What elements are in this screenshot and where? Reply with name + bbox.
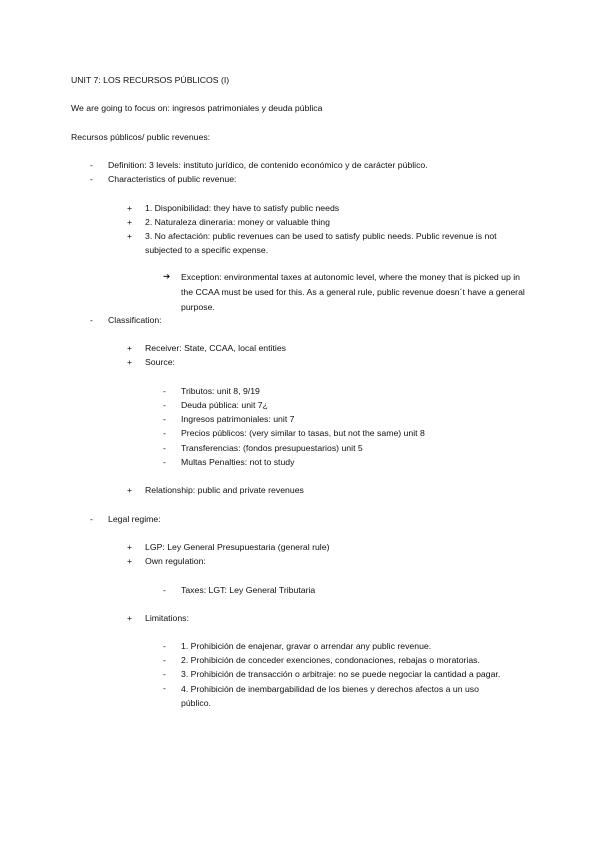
dash-bullet: - bbox=[90, 160, 93, 170]
dash-bullet: - bbox=[163, 585, 166, 595]
source-item: Ingresos patrimoniales: unit 7 bbox=[181, 414, 295, 424]
limitation-item: 1. Prohibición de enajenar, gravar o arrendar any public revenue. bbox=[181, 641, 432, 651]
dash-bullet: - bbox=[90, 514, 93, 524]
characteristic-item: 1. Disponibilidad: they have to satisfy public needs bbox=[145, 203, 340, 213]
limitation-item: 2. Prohibición de conceder exenciones, condonaciones, rebajas o moratorias. bbox=[181, 655, 480, 665]
definition-line: Definition: 3 levels: instituto jurídico, de contenido económico y de carácter público. bbox=[108, 160, 428, 170]
taxes-line: Taxes: LGT: Ley General Tributaria bbox=[181, 585, 316, 595]
dash-bullet: - bbox=[163, 414, 166, 424]
dash-bullet: - bbox=[90, 315, 93, 325]
intro-line: We are going to focus on: ingresos patrimoniales y deuda pública bbox=[71, 103, 323, 113]
plus-bullet: + bbox=[127, 556, 133, 566]
own-regulation-label: Own regulation: bbox=[145, 556, 206, 566]
dash-bullet: - bbox=[163, 428, 166, 438]
dash-bullet: - bbox=[163, 457, 166, 467]
limitation-item: 4. Prohibición de inembargabilidad de los bienes y derechos afectos a un uso público. bbox=[181, 684, 479, 708]
source-item: Multas Penalties: not to study bbox=[181, 457, 295, 467]
plus-bullet: + bbox=[127, 357, 133, 367]
source-item: Tributos: unit 8, 9/19 bbox=[181, 386, 260, 396]
receiver-line: Receiver: State, CCAA, local entities bbox=[145, 343, 286, 353]
plus-bullet: + bbox=[127, 542, 133, 552]
dash-bullet: - bbox=[90, 174, 93, 184]
dash-bullet: - bbox=[163, 400, 166, 410]
arrow-bullet: ➔ bbox=[163, 271, 171, 281]
plus-bullet: + bbox=[127, 203, 133, 213]
lgp-line: LGP: Ley General Presupuestaria (general rule) bbox=[145, 542, 330, 552]
plus-bullet: + bbox=[127, 613, 133, 623]
source-label: Source: bbox=[145, 357, 175, 367]
plus-bullet: + bbox=[127, 343, 133, 353]
limitation-item: 3. Prohibición de transacción o arbitraje: no se puede negociar la cantidad a pagar. bbox=[181, 669, 501, 679]
characteristic-item: 2. Naturaleza dineraria: money or valuable thing bbox=[145, 217, 330, 227]
plus-bullet: + bbox=[127, 231, 133, 241]
dash-bullet: - bbox=[163, 683, 166, 693]
characteristics-label: Characteristics of public revenue: bbox=[108, 174, 237, 184]
dash-bullet: - bbox=[163, 641, 166, 651]
relationship-line: Relationship: public and private revenues bbox=[145, 485, 304, 495]
characteristic-item: 3. No afectación: public revenues can be used to satisfy public needs. Public revenue is not subjected to a specific expense. bbox=[145, 231, 497, 255]
dash-bullet: - bbox=[163, 669, 166, 679]
dash-bullet: - bbox=[163, 443, 166, 453]
dash-bullet: - bbox=[163, 655, 166, 665]
plus-bullet: + bbox=[127, 485, 133, 495]
source-item: Precios públicos: (very similar to tasas, but not the same) unit 8 bbox=[181, 428, 425, 438]
document-title: UNIT 7: LOS RECURSOS PÚBLICOS (I) bbox=[71, 75, 230, 85]
plus-bullet: + bbox=[127, 217, 133, 227]
legal-regime-label: Legal regime: bbox=[108, 514, 161, 524]
exception-note: Exception: environmental taxes at autonomic level, where the money that is picked up in the CCAA must be used for this. As a general rule, public revenue doesn´t have a general purpose. bbox=[181, 272, 525, 312]
dash-bullet: - bbox=[163, 386, 166, 396]
limitations-label: Limitations: bbox=[145, 613, 189, 623]
section-heading: Recursos públicos/ public revenues: bbox=[71, 132, 211, 142]
source-item: Transferencias: (fondos presupuestarios) unit 5 bbox=[181, 443, 363, 453]
source-item: Deuda pública: unit 7¿ bbox=[181, 400, 268, 410]
classification-label: Classification: bbox=[108, 315, 162, 325]
